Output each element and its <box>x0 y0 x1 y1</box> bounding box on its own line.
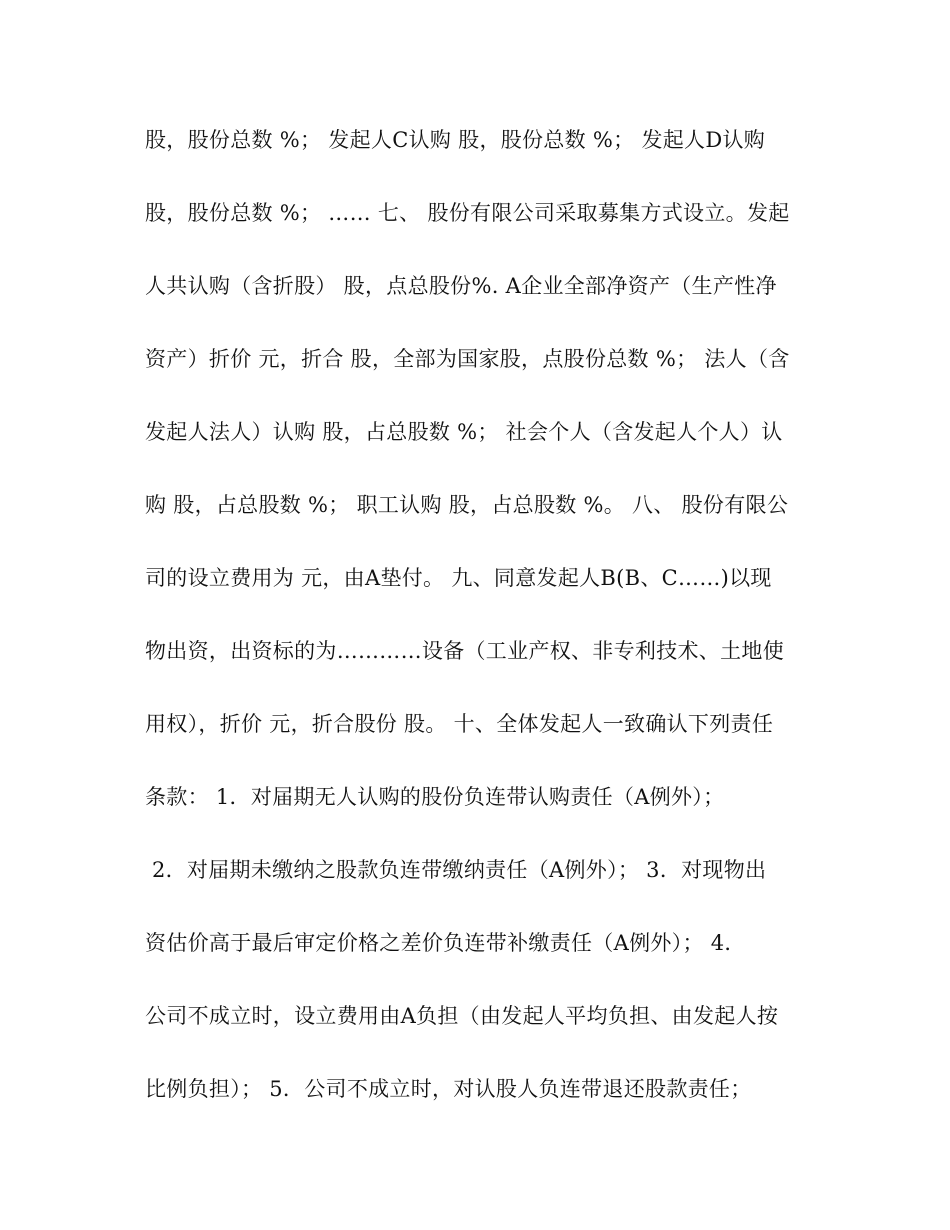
text-line: 2．对届期未缴纳之股款负连带缴纳责任（A例外）； 3．对现物出 <box>145 858 767 882</box>
text-line: 股，股份总数 %； …… 七、 股份有限公司采取募集方式设立。发起 <box>145 201 790 225</box>
text-line: 用权），折价 元，折合股份 股。 十、全体发起人一致确认下列责任 <box>145 712 774 736</box>
document-body-text <box>145 122 815 1144</box>
text-line: 条款： 1．对届期无人认购的股份负连带认购责任（A例外）； <box>145 785 725 809</box>
text-line: 股，股份总数 %； 发起人C认购 股，股份总数 %； 发起人D认购 <box>145 128 766 152</box>
text-line: 司的设立费用为 元，由A垫付。 九、同意发起人B(B、C……)以现 <box>145 566 772 590</box>
text-line: 比例负担）； 5．公司不成立时，对认股人负连带退还股款责任； <box>145 1077 752 1101</box>
text-line: 资估价高于最后审定价格之差价负连带补缴责任（A例外）； 4． <box>145 931 746 955</box>
text-line: 资产）折价 元，折合 股，全部为国家股，点股份总数 %； 法人（含 <box>145 347 790 371</box>
text-line: 公司不成立时，设立费用由A负担（由发起人平均负担、由发起人按 <box>145 1004 779 1028</box>
text-line: 人共认购（含折股） 股，点总股份%. A企业全部净资产（生产性净 <box>145 274 777 298</box>
text-line: 发起人法人）认购 股，占总股数 %； 社会个人（含发起人个人）认 <box>145 420 783 444</box>
text-line: 购 股，占总股数 %； 职工认购 股，占总股数 %。 八、 股份有限公 <box>145 493 789 517</box>
text-line: 物出资，出资标的为…………设备（工业产权、非专利技术、土地使 <box>145 639 784 663</box>
